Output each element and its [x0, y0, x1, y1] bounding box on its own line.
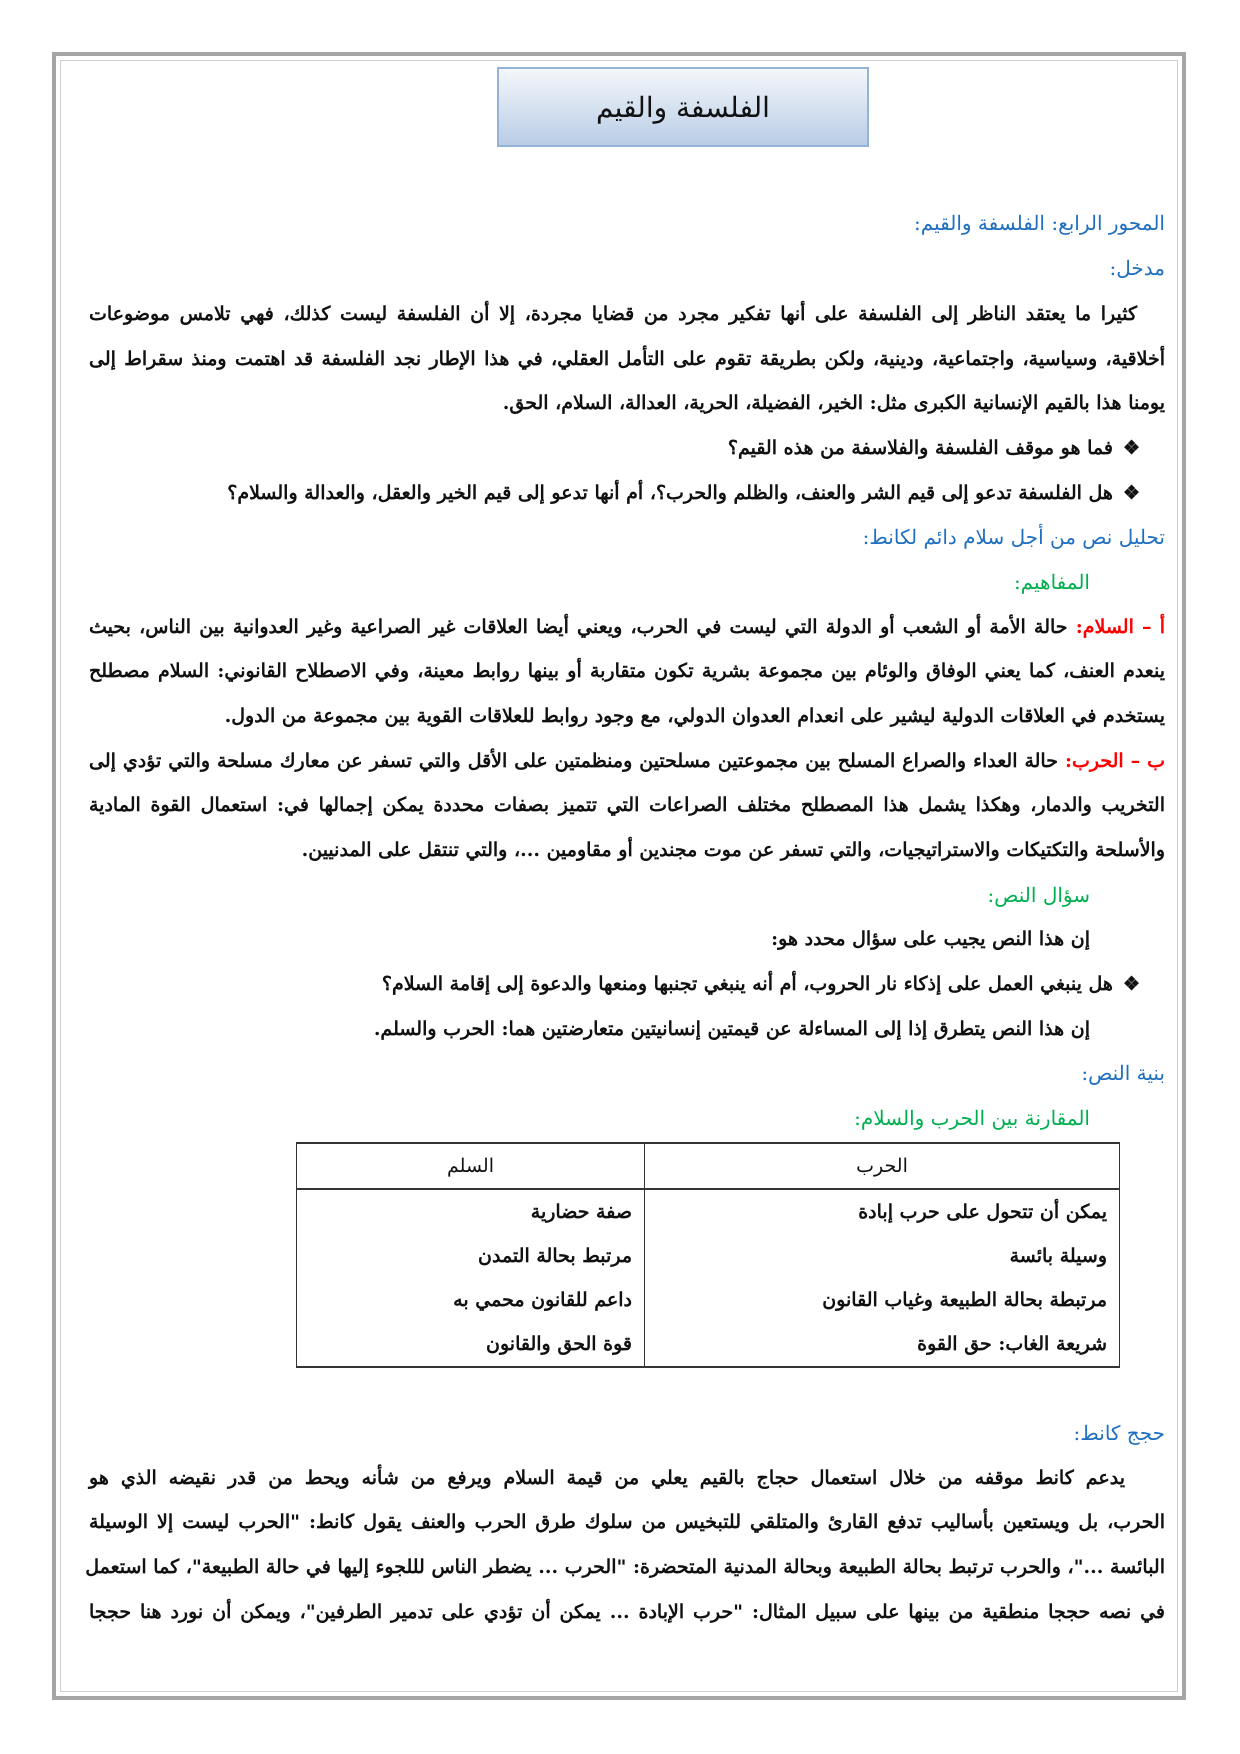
table-row — [297, 1322, 1120, 1367]
intro-heading: مدخل: — [1109, 256, 1165, 280]
intro-line: أخلاقية، وسياسية، واجتماعية، ودينية، ولكن بطريقة تقوم على التأمل العقلي، في هذا الإطار نجد الفلسفة قد اهتمت ومنذ سقراط إلى — [89, 348, 1166, 370]
peace-term: أ – السلام: — [1075, 616, 1165, 638]
intro-question — [227, 478, 1140, 508]
war-term: ب – الحرب: — [1064, 750, 1165, 772]
peace-text: حالة الأمة أو الشعب أو الدولة التي ليست في الحرب، ويعني أيضا العلاقات غير الصراعية وغير العدوانية بين الناس، بحيث — [89, 616, 1076, 638]
kant-line: يدعم كانط موقفه من خلال استعمال حجاج بالقيم يعلي من قيمة السلام ويرفع من شأنه ويحط من قدر نقيضه الذي هو — [89, 1467, 1125, 1489]
comparison-heading: المقارنة بين الحرب والسلام: — [854, 1106, 1090, 1130]
table-row — [297, 1278, 1120, 1322]
cell-war: وسيلة بائسة — [645, 1234, 1120, 1278]
peace-definition-line: ينعدم العنف، كما يعني الوفاق والوئام بين مجموعة بشرية تكون متقاربة أو بينها روابط معينة، وفي الاصطلاح القانوني: السلام مصطلح — [89, 660, 1165, 682]
cell-peace: قوة الحق والقانون — [297, 1322, 645, 1367]
kant-line: في نصه حججا منطقية من بينها على سبيل المثال: "حرب الإبادة ... يمكن أن تؤدي على تدمير الطرفين"، ويمكن أن نورد هنا حججا — [89, 1601, 1165, 1623]
question-text: هل الفلسفة تدعو إلى قيم الشر والعنف، والظلم والحرب؟، أم أنها تدعو إلى قيم الخير والعقل، والعدالة والسلام؟ — [227, 482, 1113, 504]
table-row — [297, 1234, 1120, 1278]
question-outro: إن هذا النص يتطرق إذا إلى المساءلة عن قيمتين إنسانيتين متعارضتين هما: الحرب والسلم. — [373, 1018, 1090, 1040]
comparison-table — [296, 1142, 1120, 1368]
header-peace: السلم — [297, 1143, 645, 1189]
intro-line: يومنا هذا بالقيم الإنسانية الكبرى مثل: الخير، الفضيلة، الحرية، العدالة، السلام، الحق. — [502, 392, 1165, 414]
cell-war: مرتبطة بحالة الطبيعة وغياب القانون — [645, 1278, 1120, 1322]
intro-line: كثيرا ما يعتقد الناظر إلى الفلسفة على أنها تفكير مجرد من قضايا مجردة، إلا أن الفلسفة ليست كذلك، فهي تلامس موضوعات — [89, 303, 1137, 325]
question-intro: إن هذا النص يجيب على سؤال محدد هو: — [771, 928, 1090, 950]
cell-war: يمكن أن تتحول على حرب إبادة — [645, 1189, 1120, 1234]
page-title: الفلسفة والقيم — [497, 67, 869, 147]
analysis-heading: تحليل نص من أجل سلام دائم لكانط: — [862, 525, 1165, 549]
bullet-icon: ❖ — [1122, 973, 1140, 995]
kant-line: البائسة ..."، والحرب ترتبط بحالة الطبيعة وبحالة المدنية المتحضرة: "الحرب ... يضطر الناس لللجوء إليها في حالة الطبيعة"، كما استعمل — [85, 1556, 1165, 1578]
cell-peace: مرتبط بحالة التمدن — [297, 1234, 645, 1278]
question-text: هل ينبغي العمل على إذكاء نار الحروب، أم أنه ينبغي تجنبها ومنعها والدعوة إلى إقامة السلام؟ — [381, 973, 1113, 995]
cell-peace: صفة حضارية — [297, 1189, 645, 1234]
kant-heading: حجج كانط: — [1073, 1421, 1165, 1445]
axis-heading: المحور الرابع: الفلسفة والقيم: — [914, 211, 1165, 235]
cell-peace: داعم للقانون محمي به — [297, 1278, 645, 1322]
cell-war: شريعة الغاب: حق القوة — [645, 1322, 1120, 1367]
intro-question — [728, 433, 1140, 463]
war-definition-line: والأسلحة والتكتيكات والاستراتيجيات، والتي تسفر عن موت مجندين أو مقاومين ...، والتي تنتقل على المدنيين. — [301, 839, 1165, 861]
peace-definition-line — [89, 612, 1165, 642]
war-definition-line — [89, 746, 1165, 776]
war-definition-line: التخريب والدمار، وهكذا يشمل هذا المصطلح مختلف الصراعات التي تتميز بصفات محددة يمكن إجمالها في: استعمال القوة المادية — [89, 794, 1165, 816]
question-text: فما هو موقف الفلسفة والفلاسفة من هذه القيم؟ — [727, 437, 1113, 459]
bullet-icon: ❖ — [1122, 437, 1140, 459]
table-header-row — [297, 1143, 1120, 1189]
question-bullet — [382, 969, 1140, 999]
table-row — [297, 1189, 1120, 1234]
peace-definition-line: يستخدم في العلاقات الدولية ليشير على انعدام العدوان الدولي، مع وجود روابط للعلاقات القوية بين مجموعة من الدول. — [224, 705, 1165, 727]
header-war: الحرب — [645, 1143, 1120, 1189]
question-heading: سؤال النص: — [987, 883, 1090, 907]
bullet-icon: ❖ — [1122, 482, 1140, 504]
kant-line: الحرب، بل ويستعين بأساليب تدفع القارئ والمتلقي للتبخيس من سلوك طرق الحرب والعنف يقول كانط: "الحرب ليست إلا الوسيلة — [89, 1511, 1165, 1533]
war-text: حالة العداء والصراع المسلح بين مجموعتين مسلحتين ومنظمتين على الأقل والتي تسفر عن معارك مسلحة والتي تؤدي إلى — [89, 750, 1065, 772]
concepts-heading: المفاهيم: — [1013, 570, 1090, 594]
structure-heading: بنية النص: — [1081, 1061, 1165, 1085]
